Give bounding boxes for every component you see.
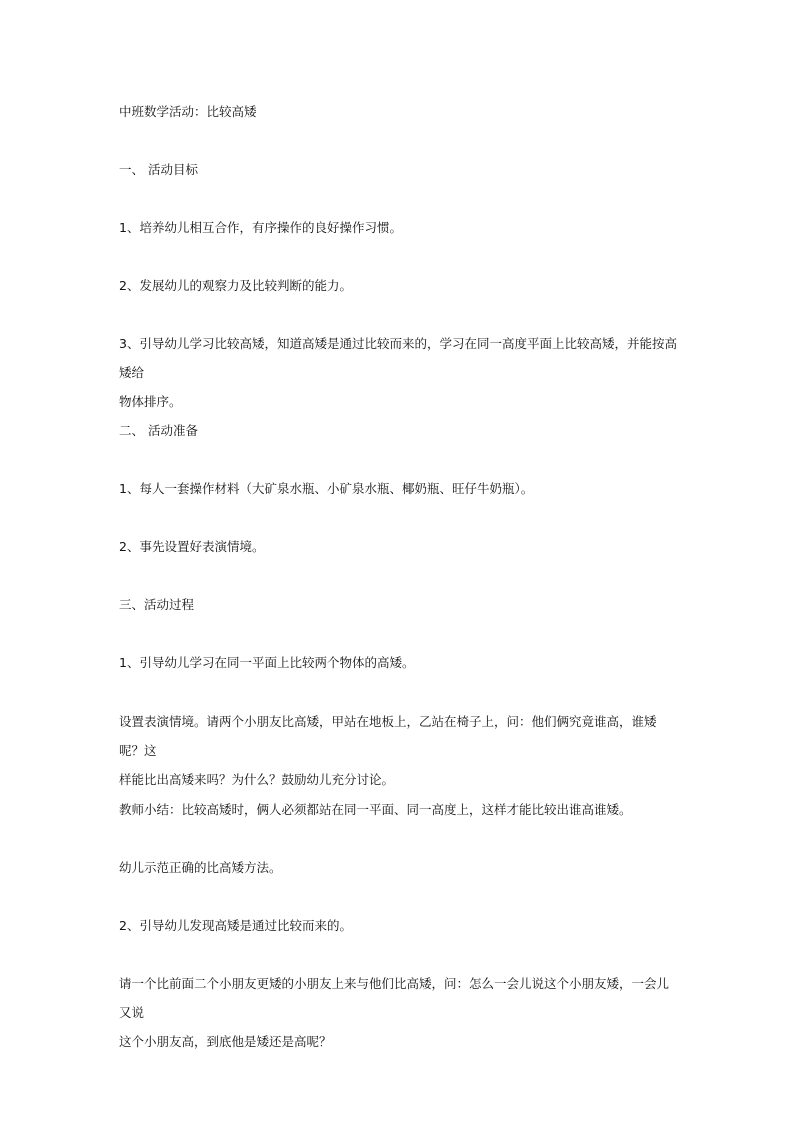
process-scenario	[119, 707, 679, 794]
process-step-2: 2、引导幼儿发现高矮是通过比较而来的。	[119, 918, 352, 933]
process-step-1: 1、引导幼儿学习在同一平面上比较两个物体的高矮。	[119, 655, 415, 670]
document-title: 中班数学活动：比较高矮	[119, 104, 257, 119]
process-scenario-line-2: 样能比出高矮来吗？为什么？鼓励幼儿充分讨论。	[119, 772, 395, 787]
section-heading-process: 三、活动过程	[119, 597, 195, 612]
goal-item-2: 2、发展幼儿的观察力及比较判断的能力。	[119, 278, 352, 293]
preparation-item-2: 2、事先设置好表演情境。	[119, 539, 265, 554]
process-scenario-line-1: 设置表演情境。请两个小朋友比高矮，甲站在地板上，乙站在椅子上，问：他们俩究竟谁高，谁矮呢？这	[119, 714, 657, 758]
process-question-line-1: 请一个比前面二个小朋友更矮的小朋友上来与他们比高矮，问：怎么一会儿说这个小朋友矮，一会儿又说	[119, 976, 670, 1020]
goal-item-3-line-2: 物体排序。	[119, 394, 182, 409]
section-heading-goals: 一、 活动目标	[119, 162, 198, 177]
goal-item-3-line-1: 3、引导幼儿学习比较高矮，知道高矮是通过比较而来的，学习在同一高度平面上比较高矮，并能按高矮给	[119, 336, 677, 380]
section-heading-preparation: 二、 活动准备	[119, 423, 198, 438]
child-demo: 幼儿示范正确的比高矮方法。	[119, 860, 282, 875]
process-question	[119, 969, 679, 1056]
process-question-line-2: 这个小朋友高，到底他是矮还是高呢？	[119, 1034, 332, 1049]
goal-item-3	[119, 329, 679, 416]
goal-item-1: 1、培养幼儿相互合作，有序操作的良好操作习惯。	[119, 220, 402, 235]
teacher-summary: 教师小结：比较高矮时，俩人必须都站在同一平面、同一高度上，这样才能比较出谁高谁矮。	[119, 802, 632, 817]
preparation-item-1: 1、每人一套操作材料（大矿泉水瓶、小矿泉水瓶、椰奶瓶、旺仔牛奶瓶）。	[119, 481, 534, 496]
